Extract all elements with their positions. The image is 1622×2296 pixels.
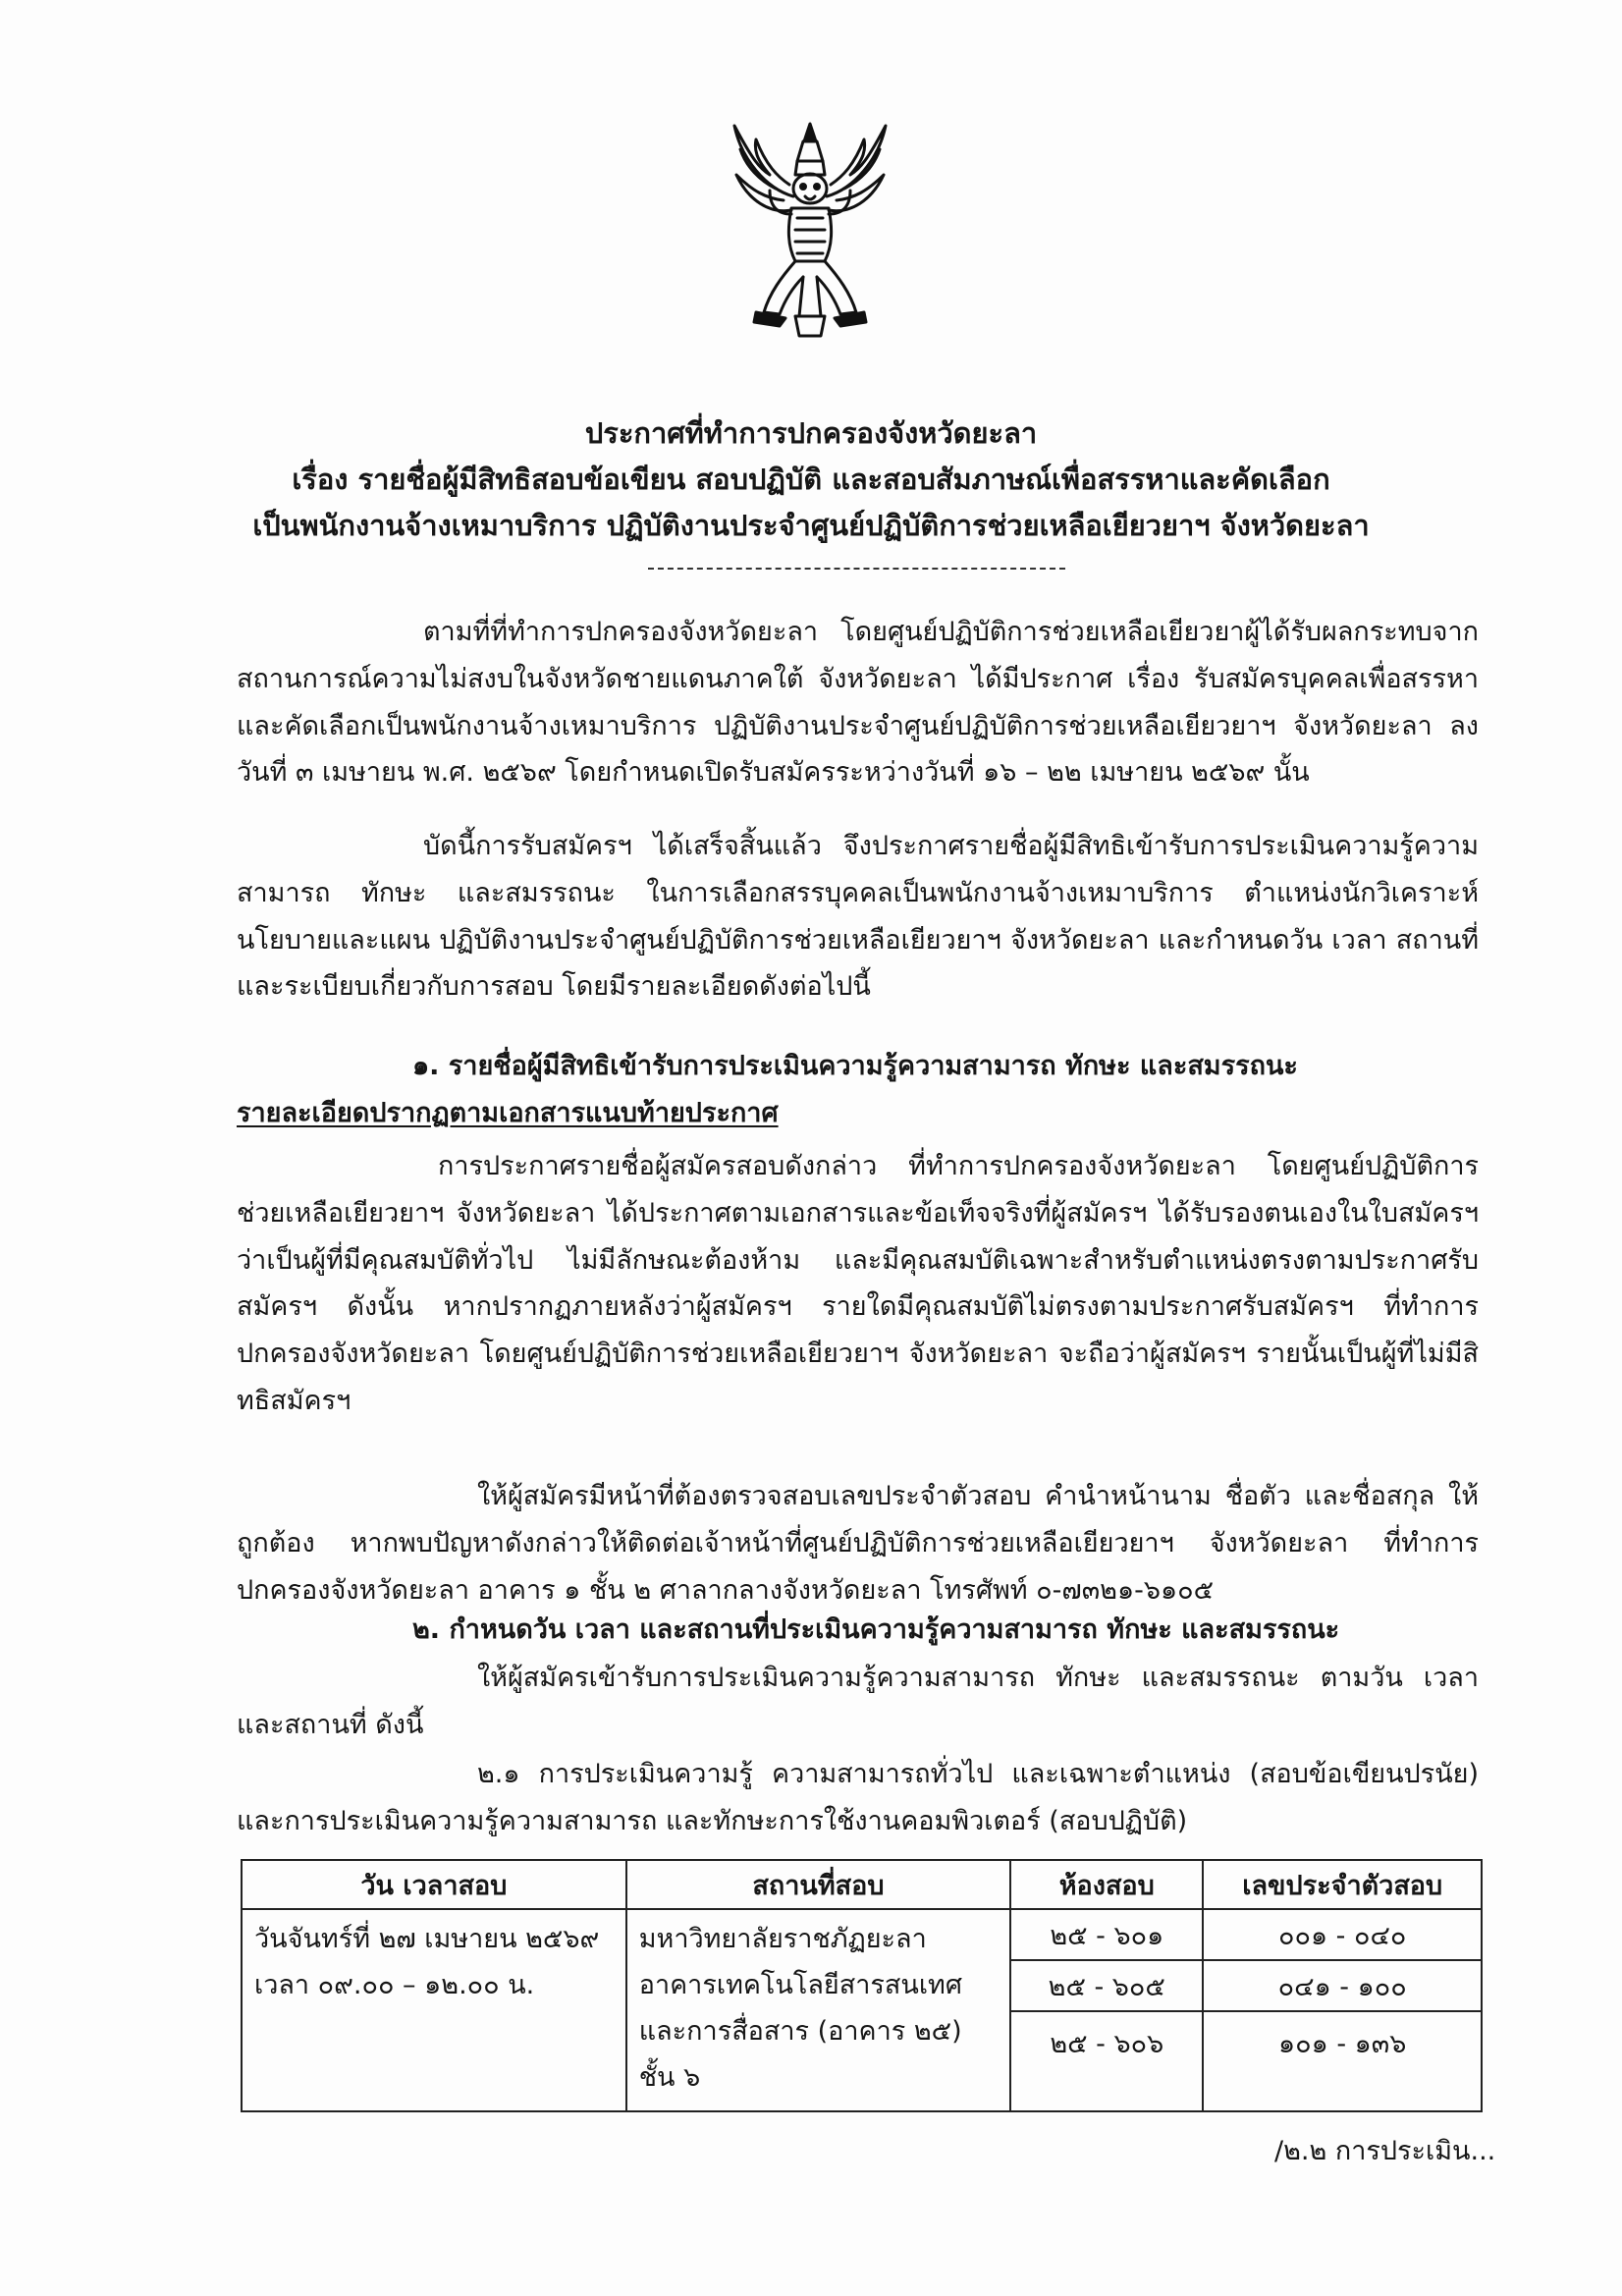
paragraph-6: ๒.๑ การประเมินความรู้ ความสามารถทั่วไป และเฉพาะตำแหน่ง (สอบข้อเขียนปรนัย) และการประเมินความรู้ความสามารถ และทักษะการใช้งานคอมพิวเตอร์ (สอบปฏิบัติ) <box>237 1759 1479 1836</box>
paragraph-4: ให้ผู้สมัครมีหน้าที่ต้องตรวจสอบเลขประจำตัวสอบ คำนำหน้านาม ชื่อตัว และชื่อสกุล ให้ถูกต้อง หากพบปัญหาดังกล่าวให้ติดต่อเจ้าหน้าที่ศูนย์ปฏิบัติการช่วยเหลือเยียวยาฯ จังหวัดยะลา ที่ทำการปกครองจังหวัดยะลา อาคาร ๑ ชั้น ๒ ศาลากลางจังหวัดยะลา โทรศัพท์ ๐-๗๓๒๑-๖๑๐๕ <box>237 1481 1479 1606</box>
venue-cell: มหาวิทยาลัยราชภัฏยะลา อาคารเทคโนโลยีสารสนเทศและการสื่อสาร (อาคาร ๒๕) ชั้น ๖ <box>626 1909 1010 2111</box>
header-id-range: เลขประจำตัวสอบ <box>1203 1860 1482 1909</box>
document-title: ประกาศที่ทำการปกครองจังหวัดยะลา <box>584 416 1038 450</box>
continuation-marker: /๒.๒ การประเมิน... <box>1274 2136 1496 2166</box>
header-date: วัน เวลาสอบ <box>242 1860 626 1909</box>
exam-time: เวลา ๐๙.๐๐ – ๑๒.๐๐ น. <box>254 1970 535 2000</box>
title-divider <box>648 568 1065 570</box>
table-header-row <box>242 1860 1482 1909</box>
section-2-heading: ๒. กำหนดวัน เวลา และสถานที่ประเมินความรู้ความสามารถ ทักษะ และสมรรถนะ <box>412 1614 1340 1645</box>
id-range-cell: ๐๔๑ - ๑๐๐ <box>1203 1960 1482 2011</box>
exam-schedule-table <box>241 1859 1483 2112</box>
section-1-subheading: รายละเอียดปรากฏตามเอกสารแนบท้ายประกาศ <box>237 1098 779 1128</box>
subject-line-1: เรื่อง รายชื่อผู้มีสิทธิสอบข้อเขียน สอบปฏิบัติ และสอบสัมภาษณ์เพื่อสรรหาและคัดเลือก <box>292 463 1330 496</box>
subject-line-2: เป็นพนักงานจ้างเหมาบริการ ปฏิบัติงานประจำศูนย์ปฏิบัติการช่วยเหลือเยียวยาฯ จังหวัดยะลา <box>252 509 1370 542</box>
header-venue: สถานที่สอบ <box>626 1860 1010 1909</box>
room-cell: ๒๕ - ๖๐๖ <box>1010 2011 1203 2111</box>
garuda-emblem-icon <box>727 120 893 341</box>
paragraph-2: บัดนี้การรับสมัครฯ ได้เสร็จสิ้นแล้ว จึงประกาศรายชื่อผู้มีสิทธิเข้ารับการประเมินความรู้ความสามารถ ทักษะ และสมรรถนะ ในการเลือกสรรบุคคลเป็นพนักงานจ้างเหมาบริการ ตำแหน่งนักวิเคราะห์นโยบายและแผน ปฏิบัติงานประจำศูนย์ปฏิบัติการช่วยเหลือเยียวยาฯ จังหวัดยะลา และกำหนดวัน เวลา สถานที่ และระเบียบเกี่ยวกับการสอบ โดยมีรายละเอียดดังต่อไปนี้ <box>237 831 1479 1003</box>
table-row <box>242 1909 1482 1960</box>
id-range-cell: ๐๐๑ - ๐๔๐ <box>1203 1909 1482 1960</box>
date-time-cell <box>242 1909 626 2111</box>
room-cell: ๒๕ - ๖๐๕ <box>1010 1960 1203 2011</box>
paragraph-5: ให้ผู้สมัครเข้ารับการประเมินความรู้ความสามารถ ทักษะ และสมรรถนะ ตามวัน เวลา และสถานที่ ดังนี้ <box>237 1663 1479 1740</box>
id-range-cell: ๑๐๑ - ๑๓๖ <box>1203 2011 1482 2111</box>
exam-date: วันจันทร์ที่ ๒๗ เมษายน ๒๕๖๙ <box>254 1924 600 1954</box>
paragraph-1: ตามที่ที่ทำการปกครองจังหวัดยะลา โดยศูนย์ปฏิบัติการช่วยเหลือเยียวยาผู้ได้รับผลกระทบจากสถานการณ์ความไม่สงบในจังหวัดชายแดนภาคใต้ จังหวัดยะลา ได้มีประกาศ เรื่อง รับสมัครบุคคลเพื่อสรรหาและคัดเลือกเป็นพนักงานจ้างเหมาบริการ ปฏิบัติงานประจำศูนย์ปฏิบัติการช่วยเหลือเยียวยาฯ จังหวัดยะลา ลงวันที่ ๓ เมษายน พ.ศ. ๒๕๖๙ โดยกำหนดเปิดรับสมัครระหว่างวันที่ ๑๖ – ๒๒ เมษายน ๒๕๖๙ นั้น <box>237 617 1479 789</box>
room-cell: ๒๕ - ๖๐๑ <box>1010 1909 1203 1960</box>
paragraph-3: การประกาศรายชื่อผู้สมัครสอบดังกล่าว ที่ทำการปกครองจังหวัดยะลา โดยศูนย์ปฏิบัติการช่วยเหลือเยียวยาฯ จังหวัดยะลา ได้ประกาศตามเอกสารและข้อเท็จจริงที่ผู้สมัครฯ ได้รับรองตนเองในใบสมัครฯ ว่าเป็นผู้ที่มีคุณสมบัติทั่วไป ไม่มีลักษณะต้องห้าม และมีคุณสมบัติเฉพาะสำหรับตำแหน่งตรงตามประกาศรับสมัครฯ ดังนั้น หากปรากฏภายหลังว่าผู้สมัครฯ รายใดมีคุณสมบัติไม่ตรงตามประกาศรับสมัครฯ ที่ทำการปกครองจังหวัดยะลา โดยศูนย์ปฏิบัติการช่วยเหลือเยียวยาฯ จังหวัดยะลา จะถือว่าผู้สมัครฯ รายนั้นเป็นผู้ที่ไม่มีสิทธิสมัครฯ <box>237 1151 1479 1416</box>
section-1-heading: ๑. รายชื่อผู้มีสิทธิเข้ารับการประเมินความรู้ความสามารถ ทักษะ และสมรรถนะ <box>412 1051 1298 1081</box>
header-room: ห้องสอบ <box>1010 1860 1203 1909</box>
